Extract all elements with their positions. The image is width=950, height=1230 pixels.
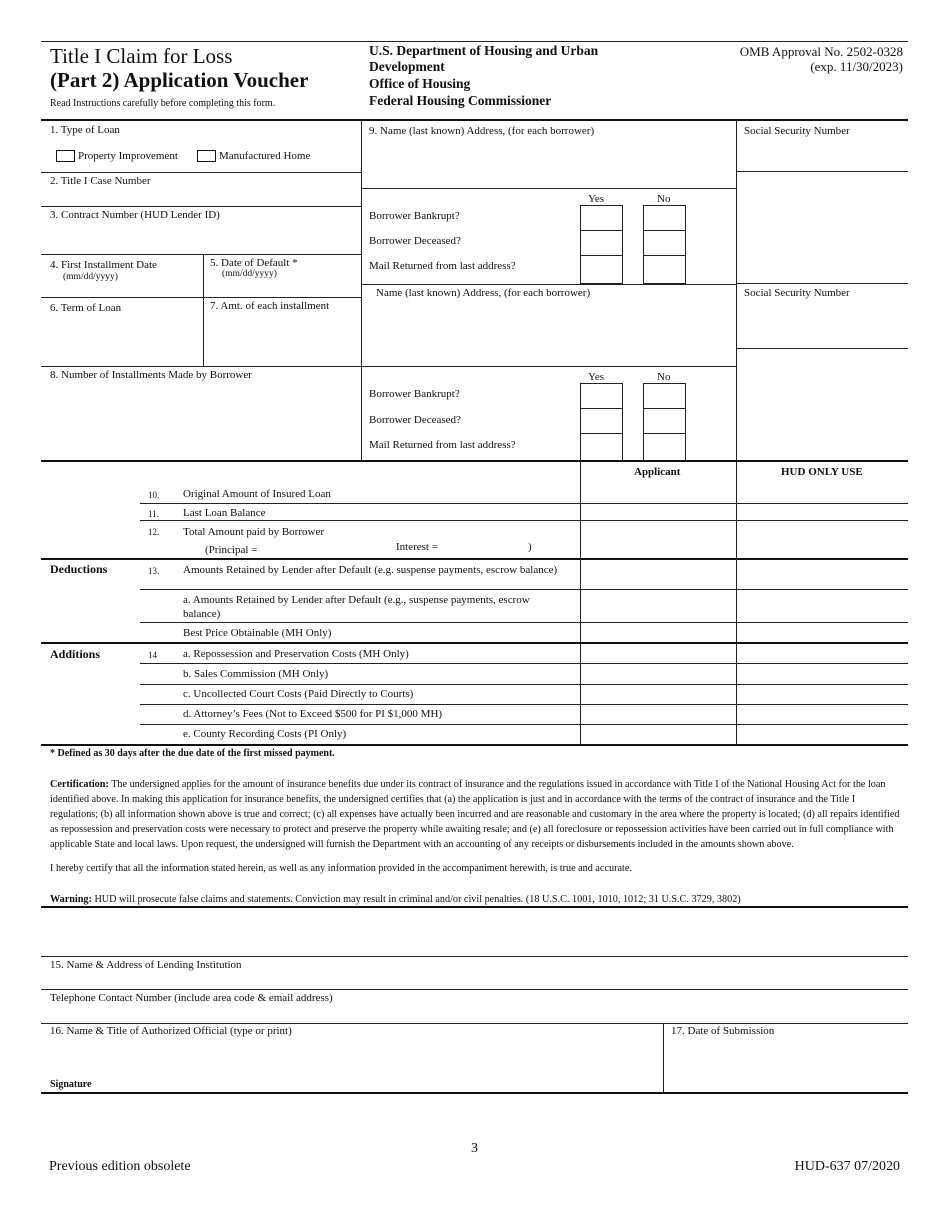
- borrower1-deceased-no-box[interactable]: [643, 230, 686, 256]
- manufactured-home-checkbox[interactable]: [197, 150, 216, 162]
- borrower1-no-header: No: [657, 193, 671, 205]
- certification-label: Certification:: [50, 779, 109, 790]
- signature-label: Signature: [50, 1079, 92, 1090]
- rule-amt-13: [140, 589, 908, 590]
- borrower2-no-header: No: [657, 371, 671, 383]
- borrower1-ssn-label: Social Security Number: [744, 125, 850, 137]
- omb-approval: OMB Approval No. 2502-0328: [739, 44, 903, 59]
- item-14-number: 14: [148, 650, 157, 660]
- rule-left-1: [41, 172, 361, 173]
- item-11-label: Last Loan Balance: [183, 507, 266, 519]
- warning-paragraph: [50, 892, 910, 907]
- rule-mid-2: [361, 284, 736, 285]
- borrower2-ssn-label: Social Security Number: [744, 287, 850, 299]
- item-13-number: 13.: [148, 566, 160, 576]
- telephone-contact-label: Telephone Contact Number (include area code & email address): [50, 992, 333, 1004]
- rule-amt-14a: [140, 663, 908, 664]
- type-of-loan-label: 1. Type of Loan: [50, 124, 120, 136]
- case-number-label: 2. Title I Case Number: [50, 175, 151, 187]
- additions-heading: Additions: [50, 647, 101, 661]
- interest-close-paren: ): [528, 541, 532, 553]
- rule-right-1: [736, 171, 908, 172]
- item-14e-label: e. County Recording Costs (PI Only): [183, 728, 347, 740]
- borrower2-deceased-label: Borrower Deceased?: [369, 414, 461, 426]
- rule-right-3: [736, 348, 908, 349]
- form-title-line1: Title I Claim for Loss: [50, 44, 233, 68]
- instructions-note: Read Instructions carefully before completing this form.: [50, 98, 276, 109]
- rule-deductions: [41, 558, 908, 560]
- item-13a-label-line2: balance): [183, 608, 221, 620]
- header-bottom-rule: [41, 119, 908, 121]
- item-10-number: 10.: [148, 490, 160, 500]
- item-13-label: Amounts Retained by Lender after Default (e.g. suspense payments, escrow balance): [183, 564, 558, 576]
- borrower2-mail-yes-box[interactable]: [580, 433, 623, 462]
- property-improvement-checkbox[interactable]: [56, 150, 75, 162]
- hud-only-column-header: HUD ONLY USE: [781, 466, 863, 478]
- borrower1-bankrupt-yes-box[interactable]: [580, 205, 623, 231]
- borrower1-name-label: 9. Name (last known) Address, (for each borrower): [369, 125, 595, 137]
- rule-amt-11: [140, 520, 908, 521]
- amounts-top-rule: [41, 460, 908, 462]
- amt-installment-label: 7. Amt. of each installment: [210, 300, 330, 312]
- rule-left-split: [203, 254, 204, 366]
- rule-left-5: [41, 366, 361, 367]
- rule-amt-10: [140, 503, 908, 504]
- agency-line2: Development: [369, 59, 445, 74]
- borrower1-yes-header: Yes: [588, 193, 605, 205]
- borrower2-yes-header: Yes: [588, 371, 605, 383]
- rule-left-2: [41, 206, 361, 207]
- rule-lender-phone: [41, 989, 908, 990]
- authorized-official-label: 16. Name & Title of Authorized Official (type or print): [50, 1025, 292, 1037]
- item-14a-label: a. Repossession and Preservation Costs (MH Only): [183, 648, 409, 660]
- grid-divider-right: [736, 120, 737, 745]
- item-12-label: Total Amount paid by Borrower: [183, 526, 324, 538]
- applicant-column-header: Applicant: [634, 466, 681, 478]
- grid-divider-left: [361, 120, 362, 461]
- certification-bottom-rule: [41, 906, 908, 908]
- rule-right-2: [736, 283, 908, 284]
- agency-line3: Office of Housing: [369, 76, 471, 91]
- date-of-submission-label: 17. Date of Submission: [671, 1025, 775, 1037]
- rule-left-4: [41, 297, 361, 298]
- borrower2-deceased-no-box[interactable]: [643, 408, 686, 434]
- borrower2-bankrupt-yes-box[interactable]: [580, 383, 623, 409]
- manufactured-home-label: Manufactured Home: [219, 150, 311, 162]
- borrower1-bankrupt-no-box[interactable]: [643, 205, 686, 231]
- rule-lender-top: [41, 956, 908, 957]
- default-footnote: * Defined as 30 days after the due date of the first missed payment.: [50, 748, 335, 759]
- first-installment-format: (mm/dd/yyyy): [63, 272, 118, 282]
- item-14d-label: d. Attorney’s Fees (Not to Exceed $500 for PI $1,000 MH): [183, 708, 443, 720]
- certification-text: The undersigned applies for the amount of insurance benefits due under its contract of insurance and the regulations issued in accordance with Title I of the National Housing Act for the loan identified above. In making this application for insurance benefits, the undersigned certifies that (a) the application is just and in accordance with the terms of the contract of insurance and the Title I regulations; (b) all information shown above is true and correct; (c) all expenses have actually been incurred and are reasonable and customary in the area where the property is located; (d) all repairs identified as repossession and preservation costs were necessary to protect and preserve the property while awaiting resale; and (e) all foreclosure or repossession activities have been carried out in full compliance with applicable State and local laws. Upon request, the undersigned will furnish the Department with an accounting of any receipts or disbursements included in the amounts shown above.: [50, 779, 900, 850]
- date-of-default-format: (mm/dd/yyyy): [222, 269, 277, 279]
- rule-lender-official: [41, 1023, 908, 1024]
- previous-edition-note: Previous edition obsolete: [49, 1159, 191, 1174]
- form-title-line2: (Part 2) Application Voucher: [50, 68, 309, 92]
- borrower2-deceased-yes-box[interactable]: [580, 408, 623, 434]
- borrower1-bankrupt-label: Borrower Bankrupt?: [369, 210, 460, 222]
- date-of-default-label: 5. Date of Default *: [210, 257, 298, 269]
- agency-line1: U.S. Department of Housing and Urban: [369, 43, 599, 58]
- rule-amt-14b: [140, 684, 908, 685]
- borrower1-mail-yes-box[interactable]: [580, 255, 623, 284]
- item-11-number: 11.: [148, 509, 159, 519]
- rule-lender-bottom: [41, 1092, 908, 1094]
- borrower1-deceased-yes-box[interactable]: [580, 230, 623, 256]
- borrower1-deceased-label: Borrower Deceased?: [369, 235, 461, 247]
- rule-amt-14d: [140, 724, 908, 725]
- rule-additions: [41, 642, 908, 644]
- num-installments-label: 8. Number of Installments Made by Borrower: [50, 369, 252, 381]
- borrower1-mail-no-box[interactable]: [643, 255, 686, 284]
- warning-text: HUD will prosecute false claims and statements. Conviction may result in criminal and/or civil penalties. (18 U.S.C. 1001, 1010, 1012; 31 U.S.C. 3729, 3802): [91, 894, 741, 905]
- borrower2-bankrupt-label: Borrower Bankrupt?: [369, 388, 460, 400]
- rule-left-3: [41, 254, 361, 255]
- first-installment-label: 4. First Installment Date: [50, 259, 157, 271]
- item-14b-label: b. Sales Commission (MH Only): [183, 668, 329, 680]
- property-improvement-label: Property Improvement: [78, 150, 178, 162]
- borrower2-mail-no-box[interactable]: [643, 433, 686, 462]
- lending-institution-label: 15. Name & Address of Lending Institution: [50, 959, 242, 971]
- borrower1-mail-label: Mail Returned from last address?: [369, 260, 516, 272]
- page-number: 3: [471, 1141, 478, 1156]
- contract-number-label: 3. Contract Number (HUD Lender ID): [50, 209, 220, 221]
- warning-label: Warning:: [50, 894, 92, 905]
- interest-label: Interest =: [396, 541, 438, 553]
- best-price-label: Best Price Obtainable (MH Only): [183, 627, 332, 639]
- rule-lender-split: [663, 1023, 664, 1092]
- item-13a-label-line1: a. Amounts Retained by Lender after Default (e.g., suspense payments, escrow: [183, 594, 530, 606]
- hereby-certify-text: I hereby certify that all the information stated herein, as well as any information provided in the accompaniment herewith, is true and accurate.: [50, 863, 632, 874]
- header-top-rule: [41, 41, 908, 42]
- deductions-heading: Deductions: [50, 562, 108, 576]
- agency-line4: Federal Housing Commissioner: [369, 93, 552, 108]
- certification-paragraph: [50, 777, 902, 852]
- omb-expiration: (exp. 11/30/2023): [810, 59, 903, 74]
- rule-mid-3: [361, 366, 736, 367]
- item-14c-label: c. Uncollected Court Costs (Paid Directly to Courts): [183, 688, 414, 700]
- rule-amt-13a: [140, 622, 908, 623]
- principal-label: (Principal =: [205, 544, 258, 556]
- amounts-bottom-rule: [41, 744, 908, 746]
- item-10-label: Original Amount of Insured Loan: [183, 488, 331, 500]
- rule-amt-14c: [140, 704, 908, 705]
- borrower2-mail-label: Mail Returned from last address?: [369, 439, 516, 451]
- rule-mid-1: [361, 188, 736, 189]
- borrower2-name-label: Name (last known) Address, (for each borrower): [376, 287, 591, 299]
- borrower2-bankrupt-no-box[interactable]: [643, 383, 686, 409]
- item-12-number: 12.: [148, 527, 160, 537]
- term-of-loan-label: 6. Term of Loan: [50, 302, 122, 314]
- form-number: HUD-637 07/2020: [794, 1159, 900, 1174]
